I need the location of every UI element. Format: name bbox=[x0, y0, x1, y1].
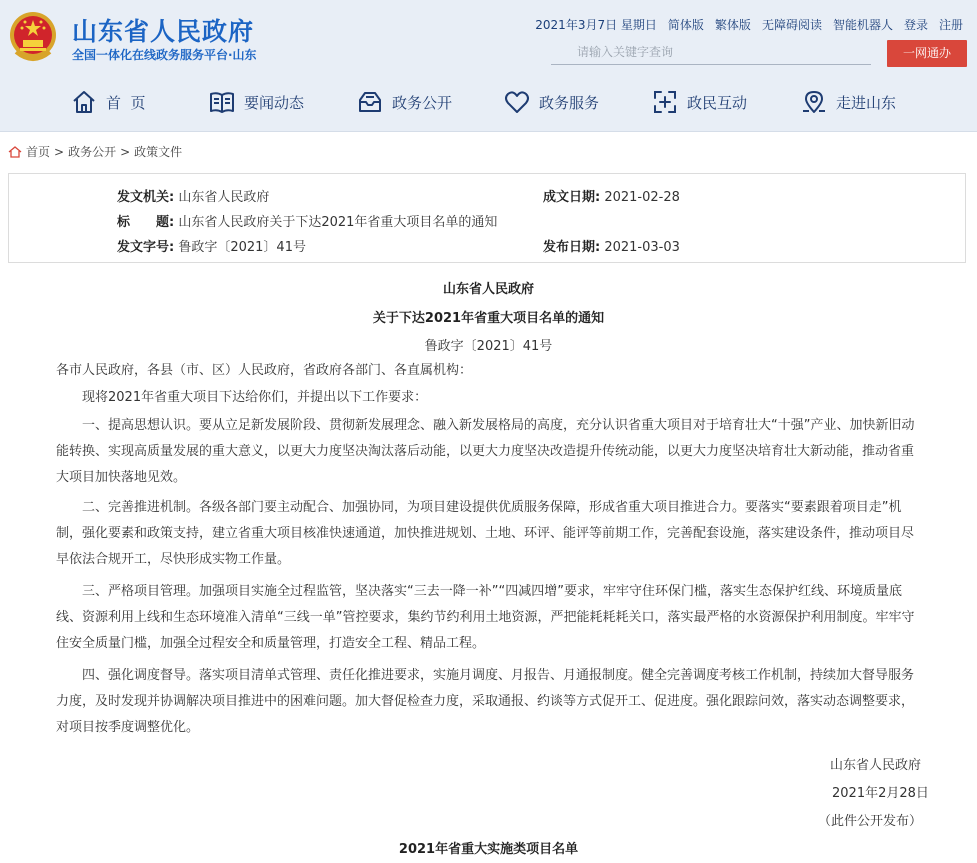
nav-item-news[interactable] bbox=[208, 82, 304, 122]
signature-date: 2021年2月28日 bbox=[832, 786, 929, 801]
article-addressee: 各市人民政府，各县（市、区）人民政府，省政府各部门、各直属机构： bbox=[56, 363, 473, 378]
project-list-title: 2021年省重大实施类项目名单 bbox=[398, 842, 579, 857]
nav-label: 政务公开 bbox=[392, 93, 453, 112]
issuer-value: 山东省人民政府 bbox=[178, 190, 270, 205]
link-login[interactable]: 登录 bbox=[903, 18, 928, 32]
main-nav bbox=[0, 82, 977, 122]
home-icon bbox=[8, 146, 22, 158]
created-value: 2021-02-28 bbox=[604, 190, 680, 205]
nav-item-gov-affairs[interactable] bbox=[356, 82, 452, 122]
link-traditional[interactable]: 繁体版 bbox=[714, 18, 751, 32]
issuer-label: 发文机关: bbox=[117, 190, 175, 205]
home-icon bbox=[70, 88, 98, 116]
breadcrumb-gov-affairs[interactable]: 政务公开 bbox=[68, 145, 117, 159]
nav-item-about[interactable] bbox=[800, 82, 896, 122]
published-date-row bbox=[543, 236, 680, 255]
article-heading: 关于下达2021年省重大项目名单的通知 bbox=[372, 311, 605, 326]
docno-row bbox=[117, 236, 306, 255]
docno-label: 发文字号: bbox=[117, 240, 175, 255]
link-accessibility[interactable]: 无障碍阅读 bbox=[761, 18, 822, 32]
title-row bbox=[117, 211, 497, 230]
article-paragraph-4: 四、强化调度督导。落实项目清单式管理、责任化推进要求，实施月调度、月报告、月通报制度。健全完善调度考核工作机制，持续加大督导服务力度，及时发现并协调解决项目推进中的困难问题。加大督促检查力度，采取通报、约谈等方式促开工、促进度。强化跟踪问效，落实动态调整要求，对项目按季度调整优化。 bbox=[56, 668, 915, 735]
search-input[interactable] bbox=[551, 39, 871, 65]
top-links bbox=[535, 16, 963, 33]
nav-label: 要闻动态 bbox=[244, 93, 305, 112]
nav-label: 走进山东 bbox=[836, 93, 897, 112]
site-header bbox=[0, 0, 977, 132]
article-paragraph-1: 一、提高思想认识。要从立足新发展阶段、贯彻新发展理念、融入新发展格局的高度，充分认识省重大项目对于培育壮大“十强”产业、加快新旧动能转换、实现高质量发展的重大意义，以更大力度坚决淘汰落后动能，以更大力度坚决改造提升传统动能，以更大力度坚决培育壮大新动能，推动省重大项目加快落地见效。 bbox=[56, 418, 915, 485]
nav-label: 政民互动 bbox=[687, 93, 748, 112]
publication-note: （此件公开发布） bbox=[818, 814, 923, 829]
signature-org: 山东省人民政府 bbox=[830, 758, 922, 773]
article-org: 山东省人民政府 bbox=[442, 282, 534, 297]
national-emblem-icon bbox=[8, 8, 58, 64]
docno-value: 鲁政字〔2021〕41号 bbox=[178, 240, 306, 255]
breadcrumb-separator: > bbox=[120, 144, 131, 159]
site-subtitle[interactable]: 全国一体化在线政务服务平台·山东 bbox=[72, 48, 257, 62]
nav-label: 首 页 bbox=[106, 93, 146, 112]
article-paragraph-3: 三、严格项目管理。加强项目实施全过程监管，坚决落实“三去一降一补”“四减四增”要求，牢牢守住环保门槛，落实生态保护红线、环境质量底线、资源利用上线和生态环境准入清单“三线一单”管控要求，集约节约利用土地资源，严把能耗耗耗关口，落实最严格的水资源保护利用制度。牢牢守住安全质量门槛，加强全过程安全和质量管理，打造安全工程、精品工程。 bbox=[56, 584, 915, 651]
created-date-row bbox=[543, 186, 680, 205]
link-robot[interactable]: 智能机器人 bbox=[832, 18, 893, 32]
breadcrumb-policy-docs[interactable]: 政策文件 bbox=[134, 145, 183, 159]
nav-item-interaction[interactable] bbox=[651, 82, 747, 122]
site-title[interactable]: 山东省人民政府 bbox=[72, 17, 255, 46]
interaction-icon bbox=[651, 88, 679, 116]
current-date: 2021年3月7日 星期日 bbox=[535, 18, 657, 32]
created-label: 成文日期: bbox=[543, 190, 601, 205]
heart-icon bbox=[503, 88, 531, 116]
document-info-box bbox=[8, 173, 966, 263]
link-register[interactable]: 注册 bbox=[938, 18, 963, 32]
nav-item-services[interactable] bbox=[503, 82, 599, 122]
published-value: 2021-03-03 bbox=[604, 240, 680, 255]
title-value: 山东省人民政府关于下达2021年省重大项目名单的通知 bbox=[178, 215, 498, 230]
title-label: 标 题: bbox=[117, 215, 175, 230]
nav-label: 政务服务 bbox=[539, 93, 600, 112]
breadcrumb-home[interactable]: 首页 bbox=[26, 145, 51, 159]
published-label: 发布日期: bbox=[543, 240, 601, 255]
map-pin-icon bbox=[800, 88, 828, 116]
breadcrumb bbox=[8, 143, 182, 160]
inbox-icon bbox=[356, 88, 384, 116]
book-icon bbox=[208, 88, 236, 116]
issuer-row bbox=[117, 186, 269, 205]
article-docno: 鲁政字〔2021〕41号 bbox=[424, 339, 553, 354]
article-paragraph-2: 二、完善推进机制。各级各部门要主动配合、加强协同，为项目建设提供优质服务保障，形成省重大项目推进合力。要落实“要素跟着项目走”机制，强化要素和政策支持，建立省重大项目核准快速通道，加快推进规划、土地、环评、能评等前期工作，完善配套设施，落实建设条件，推动项目尽早依法合规开工，尽快形成实物工作量。 bbox=[56, 500, 915, 567]
nav-item-home[interactable] bbox=[70, 82, 146, 122]
ywt-button[interactable]: 一网通办 bbox=[887, 40, 967, 67]
link-simplified[interactable]: 简体版 bbox=[667, 18, 704, 32]
breadcrumb-separator: > bbox=[54, 144, 65, 159]
article-intro: 现将2021年省重大项目下达给你们，并提出以下工作要求： bbox=[82, 390, 428, 405]
